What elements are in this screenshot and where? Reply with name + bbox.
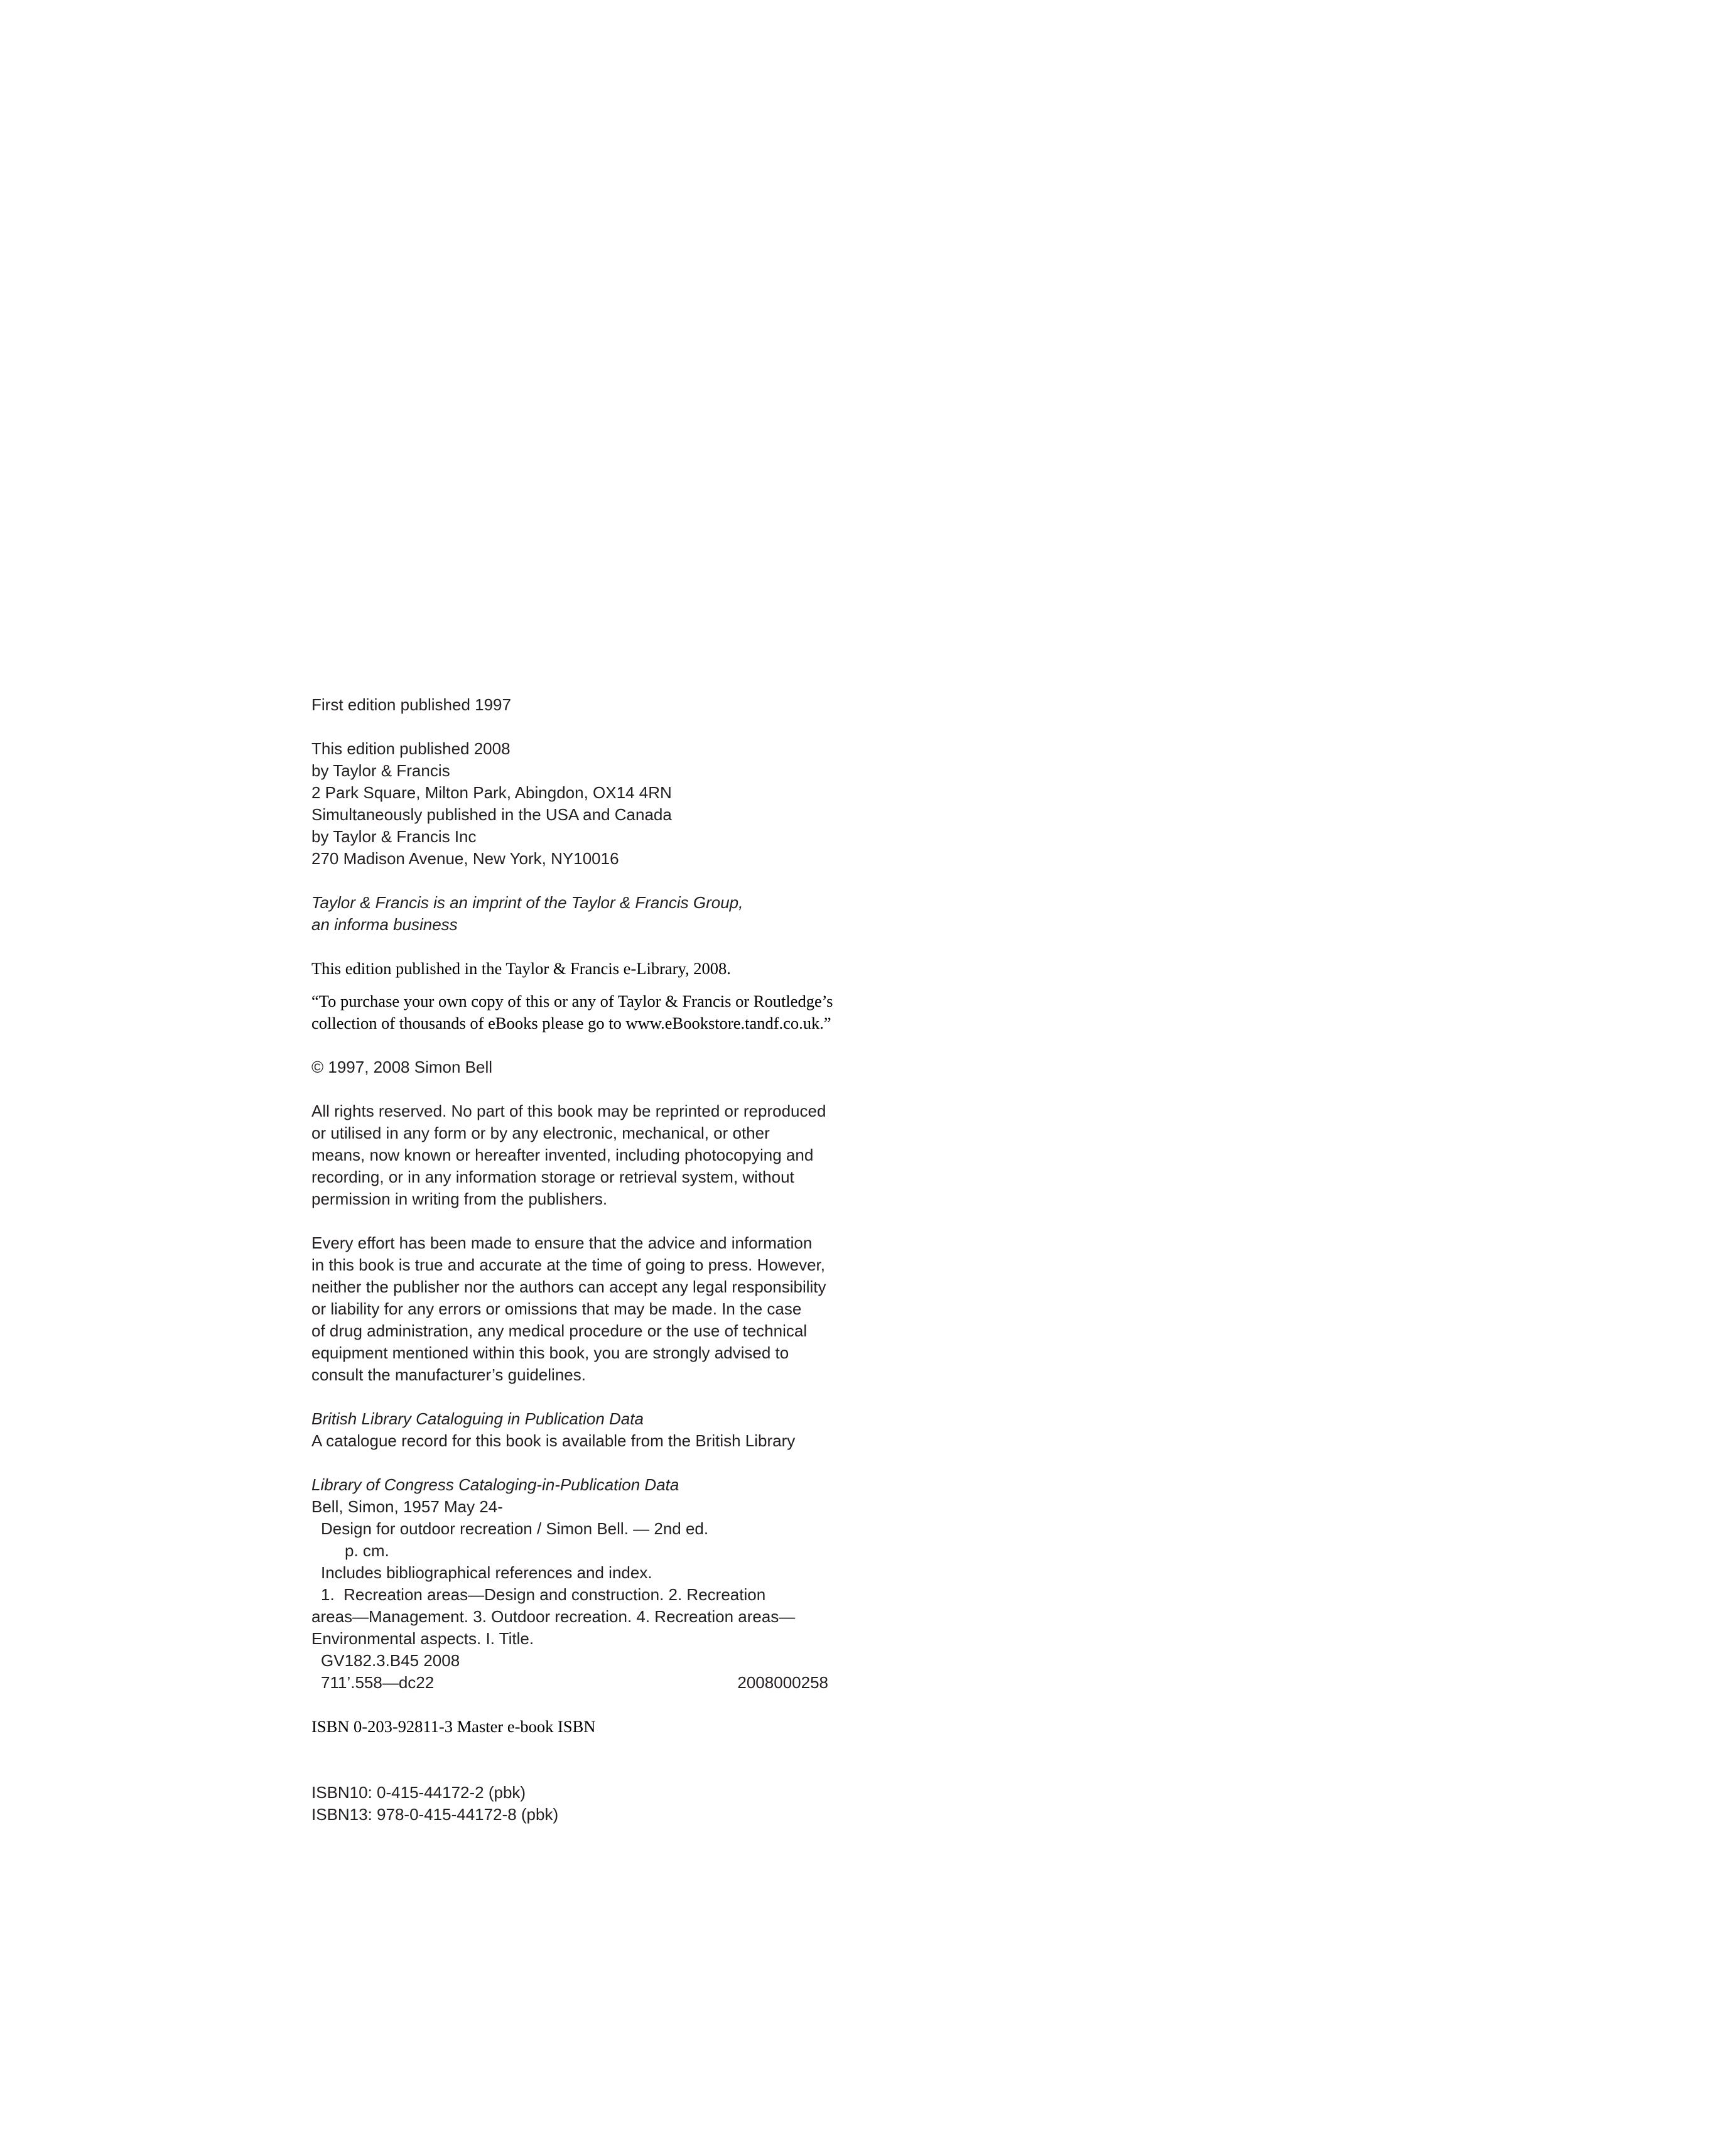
publisher-us-line: by Taylor & Francis Inc xyxy=(311,827,477,846)
loc-cataloging-block xyxy=(311,1474,1191,1694)
ebook-edition-note: This edition published in the Taylor & Francis e-Library, 2008. xyxy=(311,959,731,978)
disclaimer-line: in this book is true and accurate at the time of going to press. However, xyxy=(311,1255,825,1274)
simultaneous-publication-line: Simultaneously published in the USA and Canada xyxy=(311,805,672,824)
loc-call-number: GV182.3.B45 2008 xyxy=(321,1651,460,1670)
publisher-line: by Taylor & Francis xyxy=(311,761,450,780)
ebook-purchase-line-2: collection of thousands of eBooks please go to www.eBookstore.tandf.co.uk.” xyxy=(311,1014,831,1032)
master-ebook-isbn: ISBN 0-203-92811-3 Master e-book ISBN xyxy=(311,1717,596,1736)
disclaimer-line: or liability for any errors or omissions that may be made. In the case xyxy=(311,1299,802,1318)
rights-paragraph xyxy=(311,1100,1191,1210)
british-library-heading: British Library Cataloguing in Publication Data xyxy=(311,1409,644,1428)
disclaimer-line: neither the publisher nor the authors can accept any legal responsibility xyxy=(311,1277,826,1296)
british-library-text: A catalogue record for this book is available from the British Library xyxy=(311,1431,796,1450)
loc-lccn: 2008000258 xyxy=(737,1673,828,1692)
publisher-address-us: 270 Madison Avenue, New York, NY10016 xyxy=(311,849,619,868)
rights-line: or utilised in any form or by any electronic, mechanical, or other xyxy=(311,1124,770,1142)
copyright-notice: © 1997, 2008 Simon Bell xyxy=(311,1058,493,1076)
disclaimer-line: Every effort has been made to ensure that the advice and information xyxy=(311,1233,813,1252)
loc-heading: Library of Congress Cataloging-in-Publication Data xyxy=(311,1475,679,1494)
this-edition-line: This edition published 2008 xyxy=(311,739,511,758)
loc-subjects-1: 1. Recreation areas—Design and construction. 2. Recreation xyxy=(321,1585,766,1604)
rights-line: means, now known or hereafter invented, including photocopying and xyxy=(311,1146,814,1164)
imprint-line-1: Taylor & Francis is an imprint of the Taylor & Francis Group, xyxy=(311,893,743,912)
loc-includes: Includes bibliographical references and index. xyxy=(321,1563,652,1582)
rights-line: recording, or in any information storage or retrieval system, without xyxy=(311,1167,794,1186)
loc-subjects-2: areas—Management. 3. Outdoor recreation. 4. Recreation areas— xyxy=(311,1607,796,1626)
disclaimer-line: of drug administration, any medical procedure or the use of technical xyxy=(311,1321,808,1340)
disclaimer-line: consult the manufacturer’s guidelines. xyxy=(311,1365,586,1384)
isbn13: ISBN13: 978-0-415-44172-8 (pbk) xyxy=(311,1805,559,1824)
loc-author: Bell, Simon, 1957 May 24- xyxy=(311,1497,503,1516)
loc-pages: p. cm. xyxy=(345,1541,389,1560)
loc-title: Design for outdoor recreation / Simon Bell. — 2nd ed. xyxy=(321,1519,709,1538)
copyright-text-block xyxy=(311,694,1191,1826)
loc-dewey-row xyxy=(311,1672,828,1694)
publisher-address-uk: 2 Park Square, Milton Park, Abingdon, OX14 4RN xyxy=(311,783,672,802)
isbn10: ISBN10: 0-415-44172-2 (pbk) xyxy=(311,1783,526,1802)
disclaimer-paragraph xyxy=(311,1232,1191,1386)
loc-subjects-3: Environmental aspects. I. Title. xyxy=(311,1629,534,1648)
disclaimer-line: equipment mentioned within this book, you are strongly advised to xyxy=(311,1343,789,1362)
rights-line: permission in writing from the publishers. xyxy=(311,1189,608,1208)
loc-dewey: 711’.558—dc22 xyxy=(321,1673,435,1692)
ebook-purchase-line-1: “To purchase your own copy of this or any of Taylor & Francis or Routledge’s xyxy=(311,992,833,1010)
imprint-line-2: an informa business xyxy=(311,915,458,934)
first-edition-line: First edition published 1997 xyxy=(311,695,511,714)
rights-line: All rights reserved. No part of this book may be reprinted or reproduced xyxy=(311,1102,826,1120)
